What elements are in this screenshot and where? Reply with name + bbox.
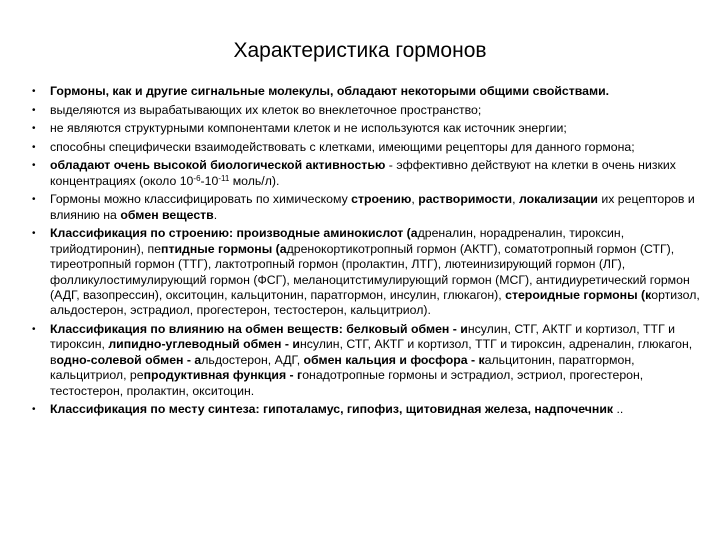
bullet-marker: •	[32, 86, 36, 97]
bold-text: продуктивная функция - г	[143, 368, 303, 383]
bullet-marker: •	[32, 404, 36, 416]
bullet-marker: •	[32, 194, 36, 206]
text: нсулин, СТГ, АКТГ и кортизол, ТТГ и тироксин, адреналин, глюкагон, в	[50, 337, 693, 367]
list-item	[32, 226, 702, 318]
text: ,	[411, 192, 419, 207]
bold-text: одно-солевой обмен - а	[56, 352, 202, 367]
bold-text: липидно-углеводный обмен - и	[108, 337, 300, 352]
bold-text: Классификация по влиянию на обмен веществ: белковый обмен - и	[50, 322, 468, 336]
text: дреналин, норадреналин, тироксин, трийодтиронин), пе	[50, 226, 625, 256]
list-item	[32, 140, 702, 155]
bullet-marker: •	[32, 160, 36, 172]
text: ортизол, альдостерон, эстрадиол, прогестерон, тестостерон, кальцитриол).	[50, 288, 700, 318]
bold-text: стероидные гормоны (к	[505, 288, 652, 302]
list-item	[32, 322, 702, 399]
text: онадотропные гормоны и эстрадиол, эстриол, прогестерон, тестостерон, пролактин, окситоцин.	[50, 368, 644, 398]
bullet-marker: •	[32, 324, 36, 335]
bullet-list	[32, 84, 702, 421]
bold-text: обмен кальция и фосфора - к	[303, 352, 485, 367]
superscript: -6	[193, 173, 201, 183]
text: .	[213, 207, 218, 222]
bullet-marker: •	[32, 104, 36, 116]
text: - эффективно действуют на клетки в очень низких концентрациях (около 10	[50, 158, 676, 188]
bold-text: Классификация по месту синтеза: гипоталамус, гипофиз, щитовидная железа, надпочечник	[50, 402, 614, 417]
bullet-marker: •	[32, 123, 36, 135]
list-item	[32, 121, 702, 136]
text: выделяются из вырабатывающих их клеток во внеклеточное пространство;	[50, 102, 482, 117]
list-item	[32, 158, 702, 189]
bold-text: птидные гормоны (а	[161, 241, 287, 256]
bold-text: Гормоны, как и другие сигнальные молекулы, обладают некоторыми общими свойствами.	[50, 84, 610, 98]
list-item	[32, 192, 702, 223]
bold-text: строению	[351, 192, 412, 207]
list-item	[32, 84, 702, 99]
text: ..	[613, 402, 624, 417]
text: их рецепторов и влиянию на	[50, 192, 695, 222]
text: льдостерон, АДГ,	[201, 352, 304, 367]
bullet-marker: •	[32, 228, 36, 240]
text: способны специфически взаимодействовать с клетками, имеющими рецепторы для данного гормона;	[50, 139, 635, 154]
text: дренокортикотропный гормон (АКТГ), соматотропный гормон (СТГ), тиреотропный гормон (ТТГ), лактотропный гормон (пролактин, ЛТГ), лютеинизирующий гормон (ЛГ), фолликулостимулирующий гормон (ФСГ), меланоцитстимулирующий гормон (МСГ), антидиуретический гормон (АДГ, вазопрессин), окситоцин, кальцитонин, паратгормон, инсулин, глюкагон),	[50, 241, 690, 302]
bold-text: обладают очень высокой биологической активностью	[50, 158, 386, 173]
text: альцитонин, паратгормон, кальцитриол, ре	[50, 352, 635, 383]
list-item	[32, 402, 702, 417]
slide-title: Характеристика гормонов	[233, 39, 487, 62]
text: нсулин, СТГ, АКТГ и кортизол, ТТГ и тироксин,	[50, 322, 676, 352]
text: ,	[512, 192, 519, 207]
list-item	[32, 103, 702, 118]
text: -10	[200, 173, 219, 188]
bold-text: растворимости	[418, 192, 513, 207]
text: не являются структурными компонентами клеток и не используются как источник энергии;	[50, 121, 567, 136]
text: моль/л).	[229, 173, 280, 188]
bold-text: локализации	[518, 192, 598, 207]
bold-text: Классификация по строению: производные аминокислот (а	[50, 226, 418, 241]
superscript: -11	[218, 173, 230, 183]
text: Гормоны можно классифицировать по химическому	[50, 192, 352, 207]
bold-text: обмен веществ	[120, 207, 214, 222]
bullet-marker: •	[32, 141, 36, 153]
